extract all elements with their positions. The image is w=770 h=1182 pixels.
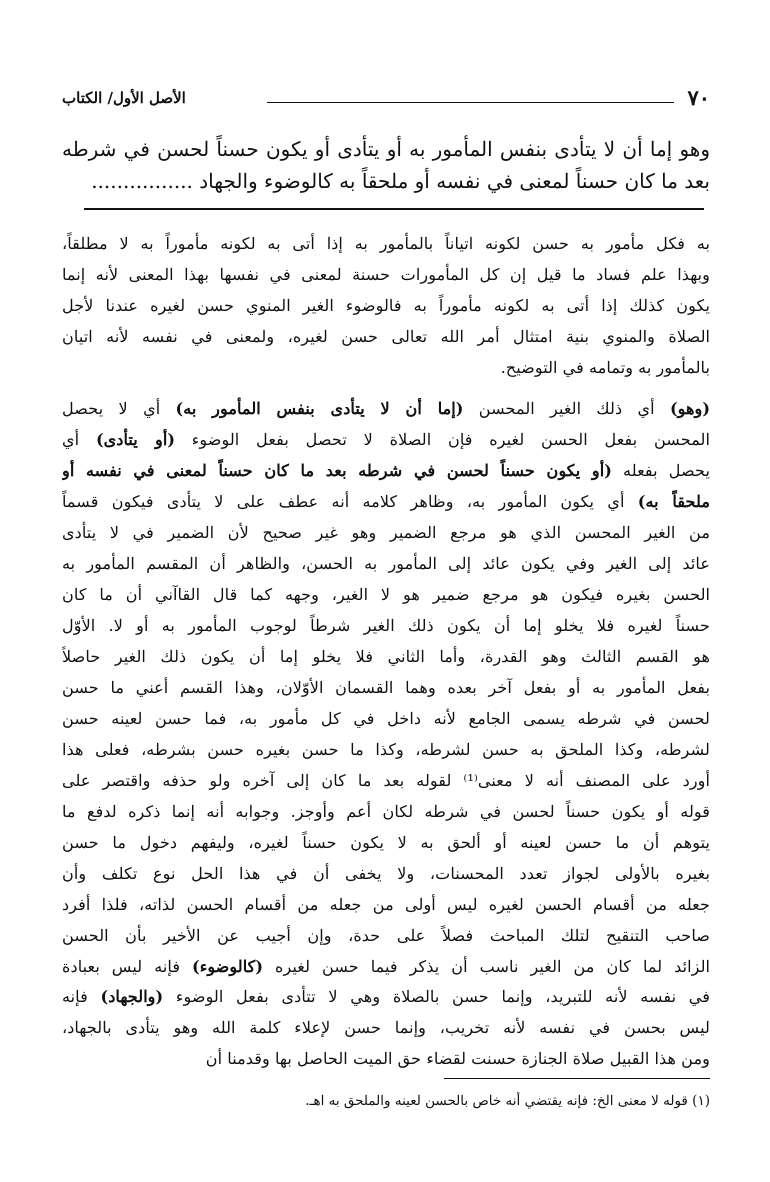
commentary-line: بغيره بالأولى لجواز تعدد المحسنات، ولا يخفى أن في هذا الحل نوع تكلف وأن xyxy=(62,864,710,883)
commentary-line: حسناً لغيره فلا يخلو إما أن يكون ذلك الغير شرطاً لوجوب المأمور به أو لا. الأوّل xyxy=(62,616,710,635)
footnote-rule xyxy=(444,1078,710,1079)
commentary-line: به فكل مأمور به حسن لكونه اتياناً بالمأمور به إذا أتى به لكونه مأموراً به لا مطلقاً، xyxy=(62,234,710,253)
commentary-line: ملحقاً به) أي يكون المأمور به، وظاهر كلامه أنه عطف على لا يتأدى فيكون قسماً xyxy=(62,492,710,511)
commentary-line: الزائد لما كان من الغير ناسب أن يذكر فيما حسن لغيره (كالوضوء) فإنه ليس بعبادة xyxy=(62,957,710,976)
commentary-line: ومن هذا القبيل صلاة الجنازة حسنت لقضاء حق الميت الحاصل بها وقدمنا أن xyxy=(205,1049,710,1068)
matn-quote: (وهو) xyxy=(669,399,710,418)
matn-quote: (كالوضوء) xyxy=(192,957,264,976)
commentary-line: من الغير المحسن الذي هو مرجع الضمير وهو غير صحيح لأن الضمير في لا يتأدى xyxy=(62,523,710,542)
commentary-line: هو القسم الثالث وهو القدرة، وأما الثاني فلا يخلو إما أن يكون ذلك الغير حاصلاً xyxy=(62,647,710,666)
commentary-line: يتوهم أن ما حسن لعينه أو ألحق به لا يكون حسناً لغيره، وليفهم دخول ما حسن xyxy=(62,833,710,852)
commentary-line: ليس بحسن في نفسه لأنه تخريب، وإنما حسن لإعلاء كلمة الله وهو يتأدى بالجهاد، xyxy=(62,1018,710,1037)
text-divider xyxy=(84,208,704,210)
commentary-line: جعله من أقسام الحسن لغيره ليس أولى من جعله من أقسام الحسن لذاته، فلذا أفرد xyxy=(62,895,710,914)
matn-quote: (أو يتأدى) xyxy=(95,430,176,449)
page-header xyxy=(62,86,710,116)
commentary-line: المحسن بفعل الحسن لغيره فإن الصلاة لا تحصل بفعل الوضوء (أو يتأدى) أي xyxy=(62,430,710,449)
commentary-line: عائد إلى الغير وفي يكون عائد إلى المأمور به الحسن، والظاهر أن المقسم المأمور به xyxy=(62,554,710,573)
matn-quote: (والجهاد) xyxy=(100,987,164,1006)
commentary-line: الحسن بغيره فيكون هو مرجع ضمير هو لا الغير، وجهه كما قال القاآني أن ما كان xyxy=(62,585,710,604)
commentary-line: يحصل بفعله (أو يكون حسناً لحسن في شرطه بعد ما كان حسناً لمعنى في نفسه أو xyxy=(62,461,710,480)
commentary-line: لحسن في شرطه يسمى الجامع لأنه داخل في كل مأمور به، فما حسن لعينه حسن xyxy=(62,709,710,728)
commentary-line: بفعل المأمور به أو بفعل آخر بعده وهما القسمان الأوّلان، وهذا القسم أعني ما حسن xyxy=(62,678,710,697)
commentary-line: صاحب التنقيح لتلك المباحث فصلاً على حدة، وإن أجيب عن الأخير بأن الحسن xyxy=(62,926,710,945)
footnote-line: (١) قوله لا معنى الخ: فإنه يقتضي أنه خاص بالحسن لعينه والملحق به اهـ. xyxy=(305,1093,710,1109)
commentary-line: لشرطه، وكذا الملحق به حسن لشرطه، وكذا ما حسن بغيره حسن بشرطه، فعلى هذا xyxy=(62,740,710,759)
running-title: الأصل الأول/ الكتاب xyxy=(62,89,186,107)
matn-quote: (أو يكون حسناً لحسن في شرطه بعد ما كان حسناً لمعنى في نفسه أو xyxy=(62,461,612,480)
commentary-line: الصلاة والمنوي بنية امتثال أمر الله تعالى حسن لغيره، ولمعنى في نفسه لأنه اتيان xyxy=(62,327,710,346)
commentary-line: أورد على المصنف أنه لا معنى⁽¹⁾ لقوله بعد ما كان إلى آخره ولو حذفه واقتصر على xyxy=(62,771,710,790)
commentary-line: يكون كذلك إذا أتى به لكونه مأموراً به فالوضوء الغير المنوي حسن لغيره عندنا لأجل xyxy=(62,296,710,315)
commentary-line: قوله أو يكون حسناً لحسن في شرطه لكان أعم وأوجز. وجوابه أنه إنما ذكره لدفع ما xyxy=(62,802,710,821)
page-number: ٧٠ xyxy=(687,85,710,110)
commentary-line: في نفسه لأنه للتبريد، وإنما حسن بالصلاة وهي لا تتأدى بفعل الوضوء (والجهاد) فإنه xyxy=(62,987,710,1006)
matn-quote: (إما أن لا يتأدى بنفس المأمور به) xyxy=(175,399,464,418)
commentary-line: (وهو) أي ذلك الغير المحسن (إما أن لا يتأدى بنفس المأمور به) أي لا يحصل xyxy=(62,399,710,418)
commentary-line: بالمأمور به وتمامه في التوضيح. xyxy=(500,358,710,377)
main-text-line: بعد ما كان حسناً لمعنى في نفسه أو ملحقاً به كالوضوء والجهاد ................ xyxy=(91,169,710,193)
matn-quote: ملحقاً به) xyxy=(637,492,710,511)
commentary-line: وبهذا علم فساد ما قيل إن كل المأمورات حسنة لمعنى في نفسها بهذا المعنى لأنه إنما xyxy=(62,265,710,284)
main-text-line: وهو إما أن لا يتأدى بنفس المأمور به أو يتأدى أو يكون حسناً لحسن في شرطه xyxy=(62,137,710,161)
header-rule xyxy=(267,102,674,103)
